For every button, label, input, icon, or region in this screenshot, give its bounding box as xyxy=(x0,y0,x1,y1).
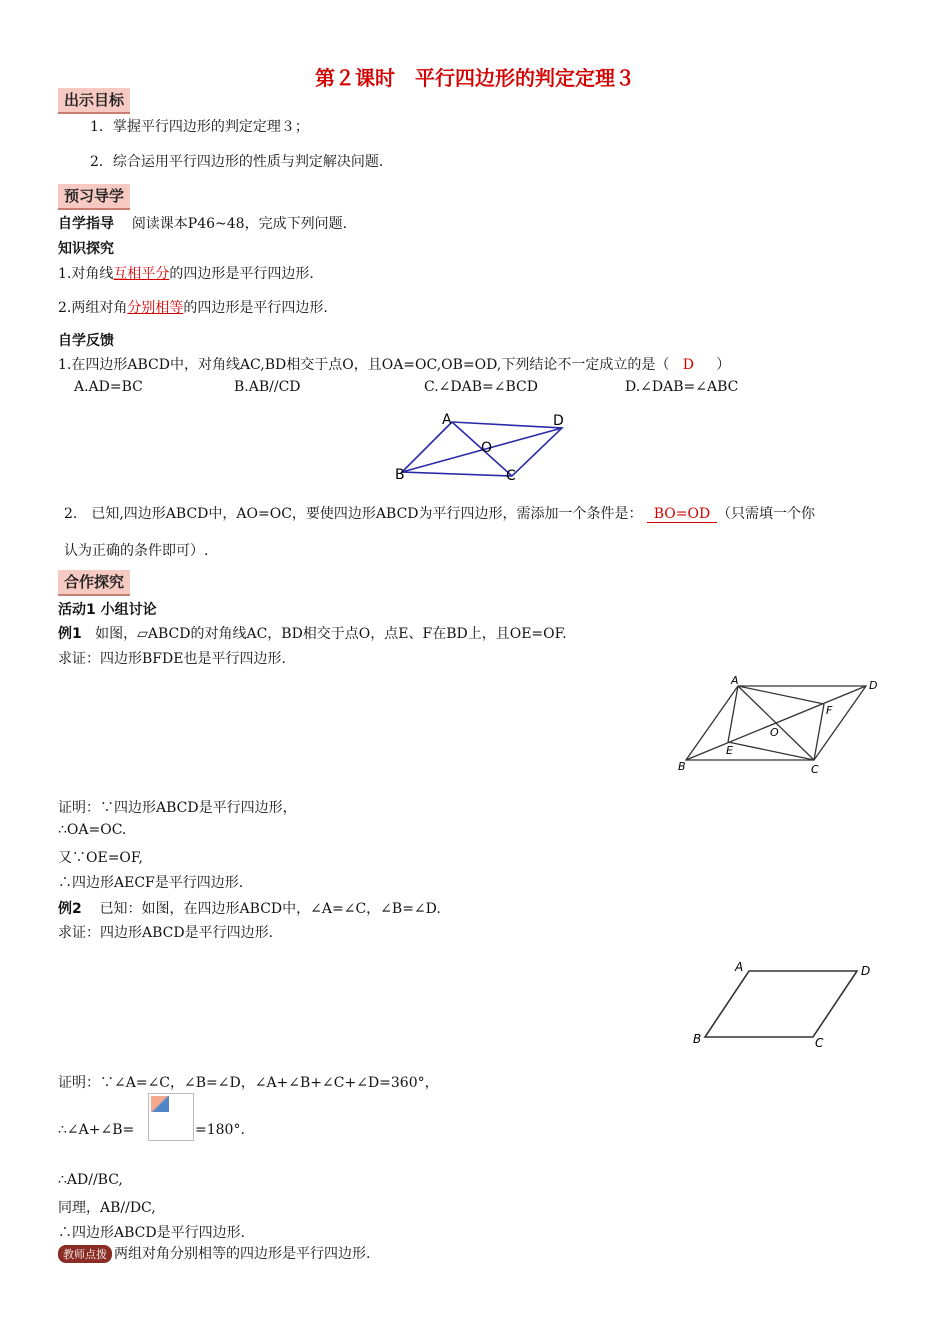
goal-item-1: 1．掌握平行四边形的判定定理３； xyxy=(90,119,309,135)
ex1-label: 例1 xyxy=(58,626,82,642)
fig1-label-d: D xyxy=(553,413,564,429)
activity-title: 活动1 小组讨论 xyxy=(58,602,157,618)
guide-text: 阅读课本P46~48，完成下列问题. xyxy=(131,216,348,232)
guide-line xyxy=(58,213,347,233)
ex1-text: 如图，▱ABCD的对角线AC，BD相交于点O，点E、F在BD上，且OE=OF. xyxy=(95,626,567,642)
teacher-tip-badge: 教师点拨 xyxy=(58,1245,112,1263)
k2-answer: 分别相等 xyxy=(127,300,184,316)
fig3-label-c: C xyxy=(815,1036,824,1050)
fig1-label-a: A xyxy=(442,412,452,428)
q2-answer: BO=OD xyxy=(647,506,717,523)
teacher-tip xyxy=(58,1243,370,1263)
question-2 xyxy=(64,503,815,523)
ex1-prove: 求证：四边形BFDE也是平行四边形. xyxy=(58,651,286,667)
fig2-label-e: E xyxy=(726,744,733,757)
knowledge-1 xyxy=(58,263,314,283)
fig3-label-d: D xyxy=(861,964,871,978)
fig2-seg-ae xyxy=(728,686,738,742)
fig2-seg-cf xyxy=(814,704,824,760)
fig2-seg-fa xyxy=(738,686,824,704)
proof1-line-1: 证明：∵四边形ABCD是平行四边形， xyxy=(58,800,297,816)
proof2-line-5: ∴四边形ABCD是平行四边形. xyxy=(58,1225,246,1241)
proof2-line-4: 同理，AB//DC, xyxy=(58,1200,156,1216)
proof1-line-3: 又∵OE=OF, xyxy=(58,850,143,866)
k1-answer: 互相平分 xyxy=(113,266,170,282)
q1-option-b: B.AB//CD xyxy=(234,379,301,395)
figure-parallelogram-1 xyxy=(390,410,580,485)
section-preview: 预习导学 xyxy=(58,184,130,210)
ex2-text: 已知：如图，在四边形ABCD中，∠A=∠C，∠B=∠D. xyxy=(99,901,441,917)
question-1 xyxy=(58,354,730,374)
fig2-label-o: O xyxy=(770,726,779,739)
q2-post: （只需填一个你 xyxy=(716,506,815,522)
example-1 xyxy=(58,623,567,643)
example-2 xyxy=(58,898,441,918)
teacher-tip-text: 两组对角分别相等的四边形是平行四边形. xyxy=(114,1246,371,1262)
feedback-label: 自学反馈 xyxy=(58,333,114,349)
fig2-label-c: C xyxy=(811,763,819,776)
fig3-label-b: B xyxy=(693,1032,702,1046)
figure-parallelogram-3 xyxy=(685,955,885,1050)
fig1-label-b: B xyxy=(395,467,405,483)
broken-image-placeholder xyxy=(148,1093,194,1141)
q1-close: ） xyxy=(716,357,731,373)
proof1-line-4: ∴四边形AECF是平行四边形. xyxy=(58,875,244,891)
page-title: 第２课时 平行四边形的判定定理３ xyxy=(315,66,635,90)
section-goals: 出示目标 xyxy=(58,88,130,114)
k2-post: 的四边形是平行四边形. xyxy=(183,300,328,316)
guide-label: 自学指导 xyxy=(58,216,114,232)
fig2-label-b: B xyxy=(678,760,686,773)
proof2-line-1: 证明：∵∠A=∠C，∠B=∠D，∠A+∠B+∠C+∠D=360°， xyxy=(58,1075,439,1091)
section-coop: 合作探究 xyxy=(58,570,130,596)
figure-parallelogram-2 xyxy=(670,672,895,777)
ex2-label: 例2 xyxy=(58,901,82,917)
q2-text: 2. 已知,四边形ABCD中，AO=OC，要使四边形ABCD为平行四边形，需添加一个条件是： xyxy=(64,506,643,522)
fig3-label-a: A xyxy=(735,960,744,974)
k1-pre: 1.对角线 xyxy=(58,266,114,282)
fig1-label-o: O xyxy=(481,440,493,456)
knowledge-2 xyxy=(58,297,328,317)
q1-option-c: C.∠DAB=∠BCD xyxy=(424,379,538,395)
question-2-line2: 认为正确的条件即可）. xyxy=(64,543,209,559)
fig2-label-f: F xyxy=(826,704,833,717)
proof1-line-2: ∴OA=OC. xyxy=(58,822,127,838)
proof2-line-3: ∴AD//BC, xyxy=(58,1172,123,1188)
q1-option-a: A.AD=BC xyxy=(74,379,143,395)
ex2-prove: 求证：四边形ABCD是平行四边形. xyxy=(58,925,274,941)
q1-text: 1.在四边形ABCD中，对角线AC,BD相交于点O，且OA=OC,OB=OD,下列结论不一定成立的是（ xyxy=(58,357,670,373)
q1-answer: D xyxy=(682,357,694,373)
broken-image-icon xyxy=(151,1096,169,1112)
fig2-label-a: A xyxy=(731,674,739,687)
q1-option-d: D.∠DAB=∠ABC xyxy=(625,379,739,395)
explore-label: 知识探究 xyxy=(58,241,114,257)
k2-pre: 2.两组对角 xyxy=(58,300,128,316)
k1-post: 的四边形是平行四边形. xyxy=(169,266,314,282)
fig2-label-d: D xyxy=(869,679,878,692)
goal-item-2: 2．综合运用平行四边形的性质与判定解决问题. xyxy=(90,154,384,170)
fig2-seg-ec xyxy=(728,742,814,760)
fig3-outline xyxy=(705,971,857,1037)
proof2-line-2b: =180°. xyxy=(195,1122,245,1138)
fig2-diag-bd xyxy=(686,686,866,760)
proof2-line-2a: ∴∠A+∠B= xyxy=(58,1122,135,1138)
fig1-label-c: C xyxy=(506,468,516,484)
